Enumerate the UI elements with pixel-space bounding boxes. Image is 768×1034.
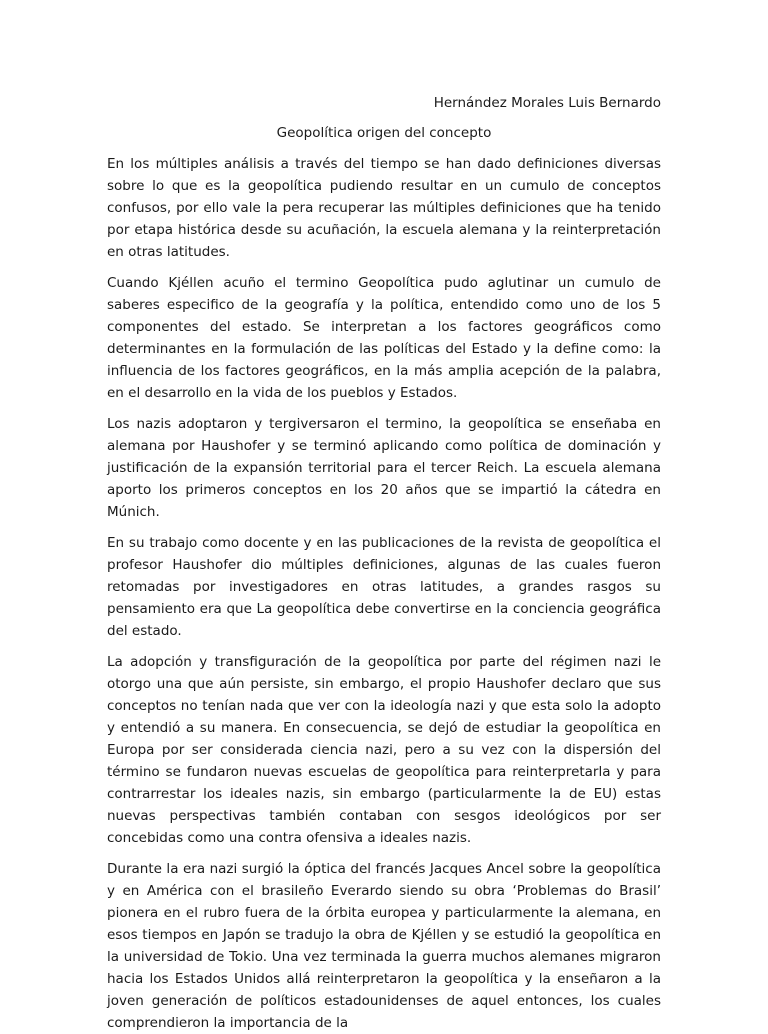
paragraph-1: En los múltiples análisis a través del tiempo se han dado definiciones diversas sobre lo que es la geopolítica pudiendo resultar en un cumulo de conceptos confusos, por ello vale la pera recuperar las múltiples definiciones que ha tenido por etapa histórica desde su acuñación, la escuela alemana y la reinterpretación en otras latitudes. <box>107 156 661 260</box>
author-name: Hernández Morales Luis Bernardo <box>433 95 661 111</box>
paragraph-5: La adopción y transfiguración de la geopolítica por parte del régimen nazi le otorgo una que aún persiste, sin embargo, el propio Haushofer declaro que sus conceptos no tenían nada que ver con la ideología nazi y que esta solo la adopto y entendió a su manera. En consecuencia, se dejó de estudiar la geopolítica en Europa por ser considerada ciencia nazi, pero a su vez con la dispersión del término se fundaron nuevas escuelas de geopolítica para reinterpretarla y para contrarrestar los ideales nazis, sin embargo (particularmente la de EU) estas nuevas perspectivas también contaban con sesgos ideológicos por ser concebidas como una contra ofensiva a ideales nazis. <box>107 654 661 846</box>
paragraph-2: Cuando Kjéllen acuño el termino Geopolítica pudo aglutinar un cumulo de saberes especifico de la geografía y la política, entendido como uno de los 5 componentes del estado. Se interpretan a los factores geográficos como determinantes en la formulación de las políticas del Estado y la define como: la influencia de los factores geográficos, en la más amplia acepción de la palabra, en el desarrollo en la vida de los pueblos y Estados. <box>107 275 661 401</box>
paragraph-4: En su trabajo como docente y en las publicaciones de la revista de geopolítica el profesor Haushofer dio múltiples definiciones, algunas de las cuales fueron retomadas por investigadores en otras latitudes, a grandes rasgos su pensamiento era que La geopolítica debe convertirse en la conciencia geográfica del estado. <box>107 535 661 639</box>
paragraph-6: Durante la era nazi surgió la óptica del francés Jacques Ancel sobre la geopolítica y en América con el brasileño Everardo siendo su obra ‘Problemas do Brasil’ pionera en el rubro fuera de la órbita europea y particularmente la alemana, en esos tiempos en Japón se tradujo la obra de Kjéllen y se estudió la geopolítica en la universidad de Tokio. Una vez terminada la guerra muchos alemanes migraron hacia los Estados Unidos allá reinterpretaron la geopolítica y la enseñaron a la joven generación de políticos estadounidenses de aquel entonces, los cuales comprendieron la importancia de la <box>107 861 661 1031</box>
paragraph-3: Los nazis adoptaron y tergiversaron el termino, la geopolítica se enseñaba en alemana por Haushofer y se terminó aplicando como política de dominación y justificación de la expansión territorial para el tercer Reich. La escuela alemana aporto los primeros conceptos en los 20 años que se impartió la cátedra en Múnich. <box>107 416 661 520</box>
document-title: Geopolítica origen del concepto <box>276 125 492 141</box>
